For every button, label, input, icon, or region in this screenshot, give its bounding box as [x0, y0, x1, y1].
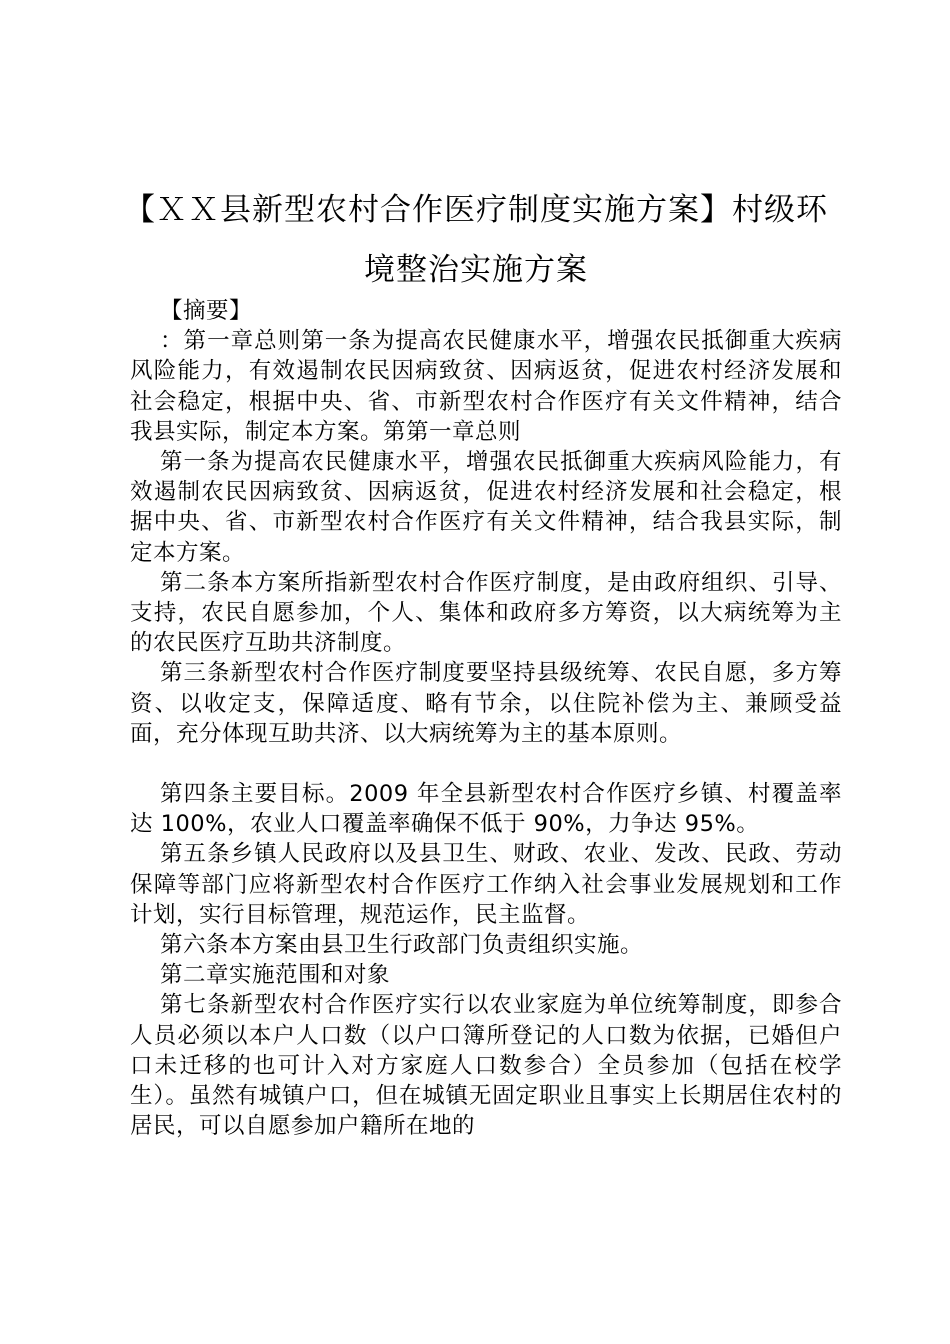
paragraph: 第三条新型农村合作医疗制度要坚持县级统筹、农民自愿，多方筹资、以收定支，保障适度、略有节余，以住院补偿为主、兼顾受益面，充分体现互助共济、以大病统筹为主的基本原则。: [130, 660, 842, 747]
document-body: [130, 296, 842, 1141]
paragraph: 第二条本方案所指新型农村合作医疗制度，是由政府组织、引导、支持，农民自愿参加，个人、集体和政府多方筹资，以大病统筹为主的农民医疗互助共济制度。: [130, 569, 842, 657]
document-title: 【ＸＸ县新型农村合作医疗制度实施方案】村级环境整治实施方案: [124, 192, 828, 288]
section-heading: 第二章实施范围和对象: [160, 962, 391, 989]
paragraph: 第六条本方案由县卫生行政部门负责组织实施。: [160, 932, 644, 959]
paragraph: 第四条主要目标。2009 年全县新型农村合作医疗乡镇、村覆盖率达 100%，农业人口覆盖率确保不低于 90%，力争达 95%。: [130, 781, 842, 838]
abstract-label: 【摘要】: [160, 298, 253, 324]
paragraph: 第七条新型农村合作医疗实行以农业家庭为单位统筹制度，即参合人员必须以本户人口数（以户口簿所登记的人口数为依据，已婚但户口未迁移的也可计入对方家庭人口数参合）全员参加（包括在校学生）。虽然有城镇户口，但在城镇无固定职业且事实上长期居住农村的居民，可以自愿参加户籍所在地的: [130, 992, 842, 1140]
paragraph: ：第一章总则第一条为提高农民健康水平，增强农民抵御重大疾病风险能力，有效遏制农民因病致贫、因病返贫，促进农村经济发展和社会稳定，根据中央、省、市新型农村合作医疗有关文件精神，结合我县实际，制定本方案。第第一章总则: [130, 328, 842, 445]
paragraph: 第一条为提高农民健康水平，增强农民抵御重大疾病风险能力，有效遏制农民因病致贫、因病返贫，促进农村经济发展和社会稳定，根据中央、省、市新型农村合作医疗有关文件精神，结合我县实际，制定本方案。: [130, 449, 842, 566]
paragraph: 第五条乡镇人民政府以及县卫生、财政、农业、发改、民政、劳动保障等部门应将新型农村合作医疗工作纳入社会事业发展规划和工作计划，实行目标管理，规范运作，民主监督。: [130, 841, 842, 928]
